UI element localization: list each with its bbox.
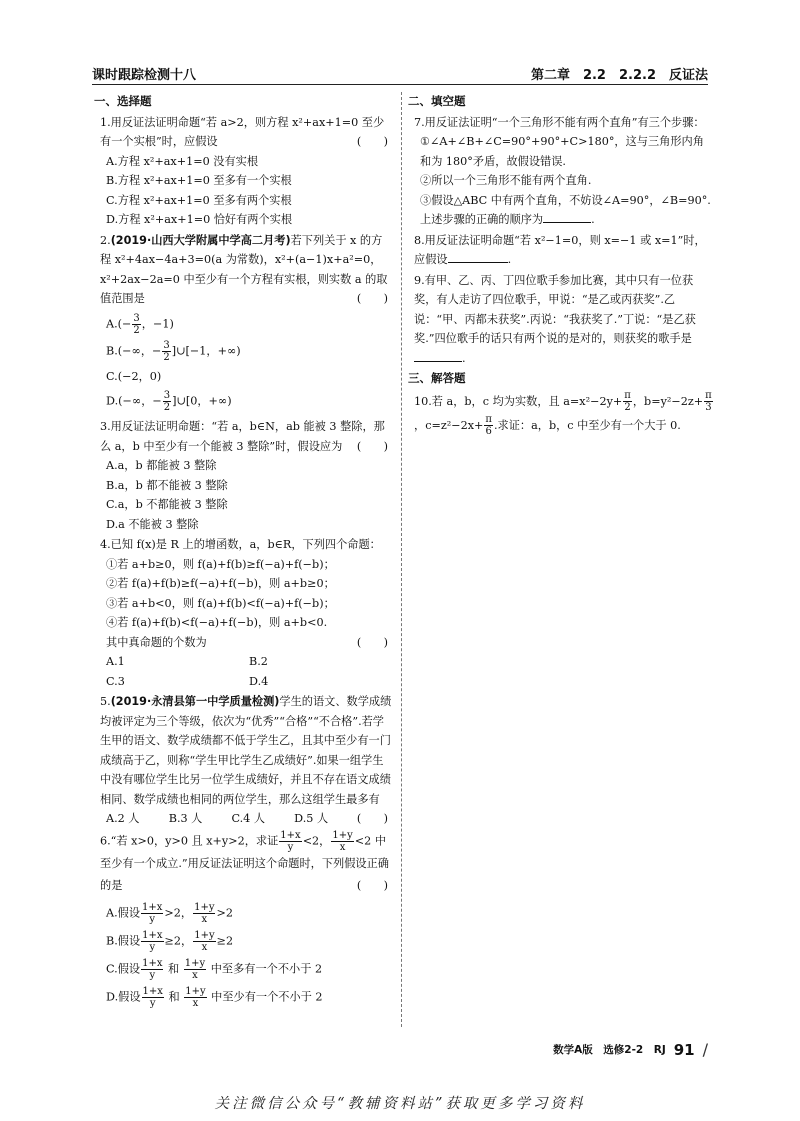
question-4-stem: 4.已知 f(x)是 R 上的增函数，a，b∈R，下列四个命题： [100, 538, 381, 551]
answer-paren: ( ) [356, 878, 388, 892]
question-3 [100, 417, 392, 534]
header-title: 课时跟踪检测十八 [92, 68, 197, 83]
option-c: C.a，b 不都能被 3 整除 [106, 498, 228, 511]
option-d: D.4 [249, 674, 269, 688]
question-10: 10.若 a，b，c 均为实数，且 a=x²−2y+ $\frac{\pi}{2}$ ，b=y²−2z+ $\frac{\pi}{3}$ ，c=z²−2x+ $\frac{\pi}{6}$ .求证：a，b，c 中至少有一个大于 0. [414, 390, 712, 437]
option-a: A.a，b 都能被 3 整除 [106, 459, 217, 472]
question-7-stem: 7.用反证法证明“一个三角形不能有两个直角”有三个步骤： [414, 115, 705, 129]
question-2-stem: 2.(2019·山西大学附属中学高二月考)若下列关于 x 的方程 x²+4ax−4a+3=0(a 为常数)，x²+(a−1)x+a²=0，x²+2ax−2a=0 中至少有一个方程有实根，则实数 a 的取值范围是 ( ) [100, 231, 392, 309]
question-4 [100, 535, 392, 691]
option-a: A.1 [106, 655, 125, 668]
step-3: ③假设△ABC 中有两个直角，不妨设∠A=90°，∠B=90°. [420, 193, 711, 207]
option-c: C.(−2，0) [106, 369, 162, 383]
proposition-1: ①若 a+b≥0，则 f(a)+f(b)≥f(−a)+f(−b)； [106, 557, 335, 571]
step-1: ①∠A+∠B+∠C=90°+90°+C>180°，这与三角形内角和为 180°矛盾，故假设错误. [420, 135, 704, 168]
answer-paren: ( ) [356, 439, 388, 453]
step-2: ②所以一个三角形不能有两个直角. [420, 174, 592, 187]
answer-blank [448, 250, 508, 263]
option-d: D.a 不能被 3 整除 [106, 517, 199, 531]
question-source: (2019·山西大学附属中学高二月考) [110, 233, 291, 247]
option-c: C.假设 $\frac{1+x}{y}$ 和 $\frac{1+y}{x}$ 中至多有一个不小于 2 [106, 957, 323, 981]
handwritten-note: 关注微信公众号“教辅资料站”获取更多学习资料 [214, 1096, 586, 1112]
proposition-4: ④若 f(a)+f(b)<f(−a)+f(−b)，则 a+b<0. [106, 616, 328, 629]
footer-slash: / [702, 1040, 708, 1059]
options-row [100, 672, 392, 692]
option-b: B.a，b 都不能被 3 整除 [106, 478, 228, 492]
option-d: D.(−∞，− $\frac{3}{2}$ ]∪[0，+∞) [106, 390, 232, 413]
question-9: 9.有甲、乙、丙、丁四位歌手参加比赛，其中只有一位获奖，有人走访了四位歌手，甲说：“是乙或丙获奖”.乙说：“甲、丙都未获奖”.丙说：“我获奖了.”丁说：“是乙获奖.”四位歌手的话只有两个说的是对的，则获奖的歌手是. [414, 273, 696, 365]
question-6 [100, 830, 392, 1009]
option-c: C.方程 x²+ax+1=0 至多有两个实根 [106, 193, 292, 207]
question-4-ask: 其中真命题的个数为 ( ) [100, 633, 392, 653]
option-b: B.方程 x²+ax+1=0 至多有一个实根 [106, 174, 292, 187]
question-5 [100, 692, 392, 829]
proposition-2: ②若 f(a)+f(b)≥f(−a)+f(−b)，则 a+b≥0； [106, 577, 335, 590]
option-d: D.假设 $\frac{1+x}{y}$ 和 $\frac{1+y}{x}$ 中至少有一个不小于 2 [106, 985, 323, 1009]
left-column [94, 92, 392, 1014]
page-footer [553, 1040, 708, 1059]
question-6-stem: 6.“若 x>0，y>0 且 x+y>2，求证 $\frac{1+x}{y}$ <2， $\frac{1+y}{x}$ <2 中至少有一个成立.”用反证法证明这个命题时，下列假设正确的是 ( ) [100, 830, 392, 897]
answer-blank [414, 349, 462, 362]
proposition-3: ③若 a+b<0，则 f(a)+f(b)<f(−a)+f(−b)； [106, 596, 335, 610]
option-b: B.假设 $\frac{1+x}{y}$ ≥2， $\frac{1+y}{x}$ ≥2 [106, 929, 234, 953]
options-row [100, 809, 357, 829]
question-1-stem: 1.用反证法证明命题“若 a>2，则方程 x²+ax+1=0 至少有一个实根”时，应假设 ( ) [100, 113, 392, 152]
page-number: 91 [673, 1040, 695, 1059]
answer-paren: ( ) [356, 135, 388, 148]
answer-paren: ( ) [356, 292, 388, 305]
option-d: D.方程 x²+ax+1=0 恰好有两个实根 [106, 213, 293, 226]
option-b: B.(−∞，− $\frac{3}{2}$ ]∪[−1，+∞) [106, 339, 241, 363]
answer-blank [543, 210, 591, 223]
page-header [92, 62, 708, 85]
question-7-ask: 上述步骤的正确的顺序为 . [414, 210, 714, 230]
option-a: A.(− $\frac{3}{2}$ ，−1) [106, 312, 174, 336]
section-title-choice: 一、选择题 [94, 94, 152, 108]
option-b: B.3 人 [168, 812, 203, 825]
question-2 [100, 231, 392, 414]
option-b: B.2 [249, 655, 268, 668]
option-c: C.3 [106, 674, 125, 688]
option-a: A.假设 $\frac{1+x}{y}$ >2， $\frac{1+y}{x}$ >2 [106, 901, 233, 925]
question-5-stem: 5.(2019·永清县第一中学质量检测)学生的语文、数学成绩均被评定为三个等级，依次为“优秀”“合格”“不合格”.若学生甲的语文、数学成绩都不低于学生乙，且其中至少有一门成绩高于乙，则称“学生甲比学生乙成绩好”.如果一组学生中没有哪位学生比另一位学生成绩好，并且不存在语文成绩相同、数学成绩也相同的两位学生，那么这组学生最多有 ( ) [100, 692, 392, 809]
book-series: 数学A版 选修2-2 RJ [553, 1044, 666, 1056]
option-d: D.5 人 [294, 812, 329, 825]
question-3-stem: 3.用反证法证明命题：“若 a，b∈N，ab 能被 3 整除，那么 a，b 中至少有一个能被 3 整除”时，假设应为 ( ) [100, 417, 392, 456]
question-1 [100, 113, 392, 230]
column-divider [401, 92, 402, 1027]
question-8: 8.用反证法证明命题“若 x²−1=0，则 x=−1 或 x=1”时，应假设 . [414, 233, 706, 266]
answer-paren: ( ) [356, 812, 388, 825]
right-column [408, 92, 714, 439]
answer-paren: ( ) [356, 635, 388, 649]
option-a: A.2 人 [106, 812, 140, 825]
option-c: C.4 人 [231, 812, 266, 825]
question-source: (2019·永清县第一中学质量检测) [110, 695, 280, 708]
options-row [100, 652, 392, 672]
header-chapter: 第二章 2.2 2.2.2 反证法 [530, 68, 708, 83]
section-title-answer: 三、解答题 [408, 371, 466, 385]
question-7 [414, 113, 714, 230]
section-title-fill: 二、填空题 [408, 94, 466, 108]
option-a: A.方程 x²+ax+1=0 没有实根 [106, 154, 259, 168]
